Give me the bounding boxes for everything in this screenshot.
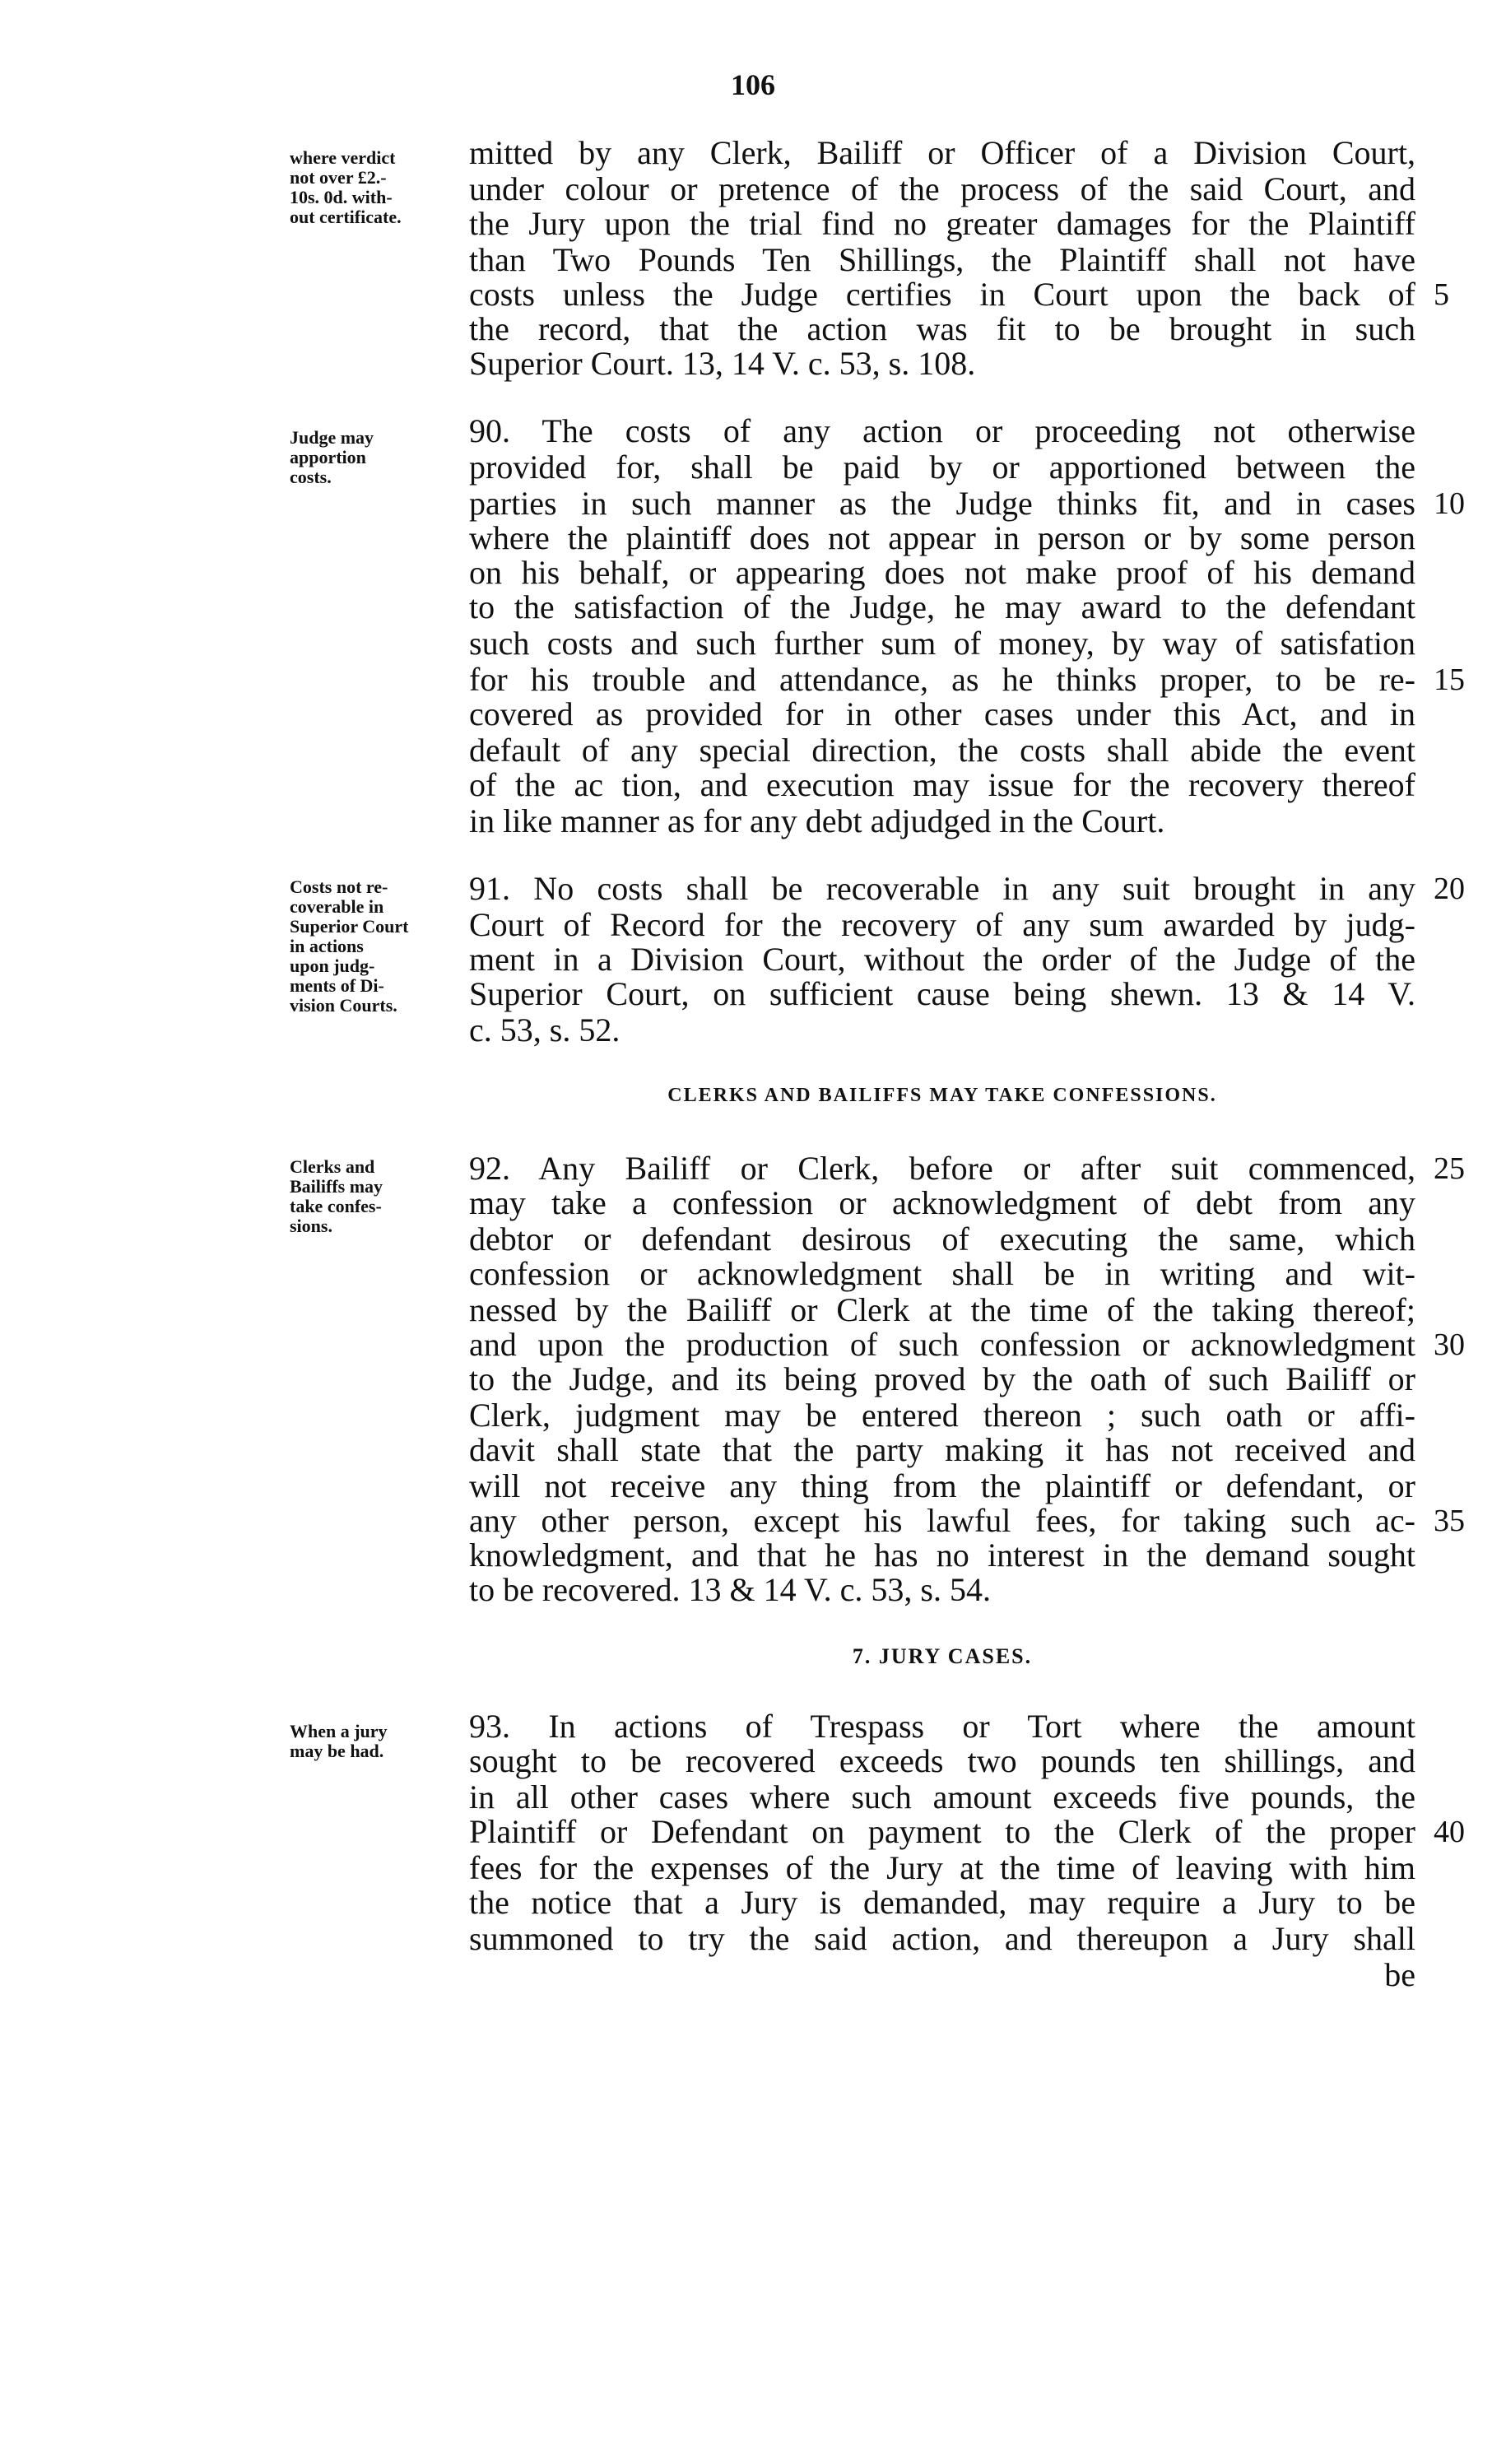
text-line: to the Judge, and its being proved by the oath of such Bailiff or xyxy=(469,1360,1415,1397)
text-line: where the plaintiff does not appear in person or by some person xyxy=(469,519,1415,556)
line-number: 30 xyxy=(1434,1327,1465,1362)
text-line: debtor or defendant desirous of executing the same, which xyxy=(469,1220,1415,1258)
section-heading-jury-cases: 7. JURY CASES. xyxy=(852,1644,1033,1668)
text-line: fees for the expenses of the Jury at the time of leaving with him xyxy=(469,1849,1415,1886)
text-line: any other person, except his lawful fees, for taking such ac- xyxy=(469,1502,1415,1539)
line-number: 5 xyxy=(1434,277,1449,312)
text-line: of the ac tion, and execution may issue for the recovery thereof xyxy=(469,766,1415,803)
text-line: davit shall state that the party making it has not received and xyxy=(469,1431,1415,1468)
line-number: 15 xyxy=(1434,662,1465,697)
line-number: 10 xyxy=(1434,486,1465,521)
text-line: sought to be recovered exceeds two pounds ten shillings, and xyxy=(469,1742,1415,1779)
text-line: than Two Pounds Ten Shillings, the Plaintiff shall not have xyxy=(469,241,1415,278)
line-number: 25 xyxy=(1434,1151,1465,1186)
text-line: Superior Court, on sufficient cause being shewn. 13 & 14 V. xyxy=(469,975,1415,1012)
text-line: 91. No costs shall be recoverable in any suit brought in any xyxy=(469,870,1415,907)
text-line: provided for, shall be paid by or apportioned between the xyxy=(469,449,1415,486)
margin-note-apportion-costs: Judge may apportion costs. xyxy=(290,427,374,487)
text-line: 93. In actions of Trespass or Tort where the amount xyxy=(469,1708,1415,1745)
text-line: 92. Any Bailiff or Clerk, before or after suit commenced, xyxy=(469,1150,1415,1187)
text-line: Clerk, judgment may be entered thereon ; such oath or affi- xyxy=(469,1397,1415,1434)
catchword: be xyxy=(1384,1956,1415,1993)
text-line: Plaintiff or Defendant on payment to the Clerk of the proper xyxy=(469,1813,1415,1850)
text-line: the record, that the action was fit to be brought in such xyxy=(469,310,1415,347)
text-line: default of any special direction, the costs shall abide the event xyxy=(469,732,1415,769)
text-line: and upon the production of such confession or acknowledgment xyxy=(469,1326,1415,1363)
text-line: 90. The costs of any action or proceeding not otherwise xyxy=(469,412,1415,449)
line-number: 20 xyxy=(1434,872,1465,906)
text-line: will not receive any thing from the plaintiff or defendant, or xyxy=(469,1467,1415,1504)
text-line: nessed by the Bailiff or Clerk at the time of the taking thereof; xyxy=(469,1291,1415,1328)
text-line: mitted by any Clerk, Bailiff or Officer of a Division Court, xyxy=(469,134,1415,171)
text-line: parties in such manner as the Judge thinks fit, and in cases xyxy=(469,485,1415,522)
margin-note-verdict: where verdict not over £2.- 10s. 0d. with- out certificate. xyxy=(290,147,402,227)
text-line: on his behalf, or appearing does not make proof of his demand xyxy=(469,554,1415,591)
line-number: 40 xyxy=(1434,1815,1465,1849)
margin-note-jury: When a jury may be had. xyxy=(290,1721,388,1761)
line-number: 35 xyxy=(1434,1504,1465,1538)
text-line: ment in a Division Court, without the order of the Judge of the xyxy=(469,941,1415,978)
margin-note-costs-not-recoverable: Costs not re- coverable in Superior Court in actions upon judg- ments of Di- vision Courts. xyxy=(290,876,409,1016)
text-line: the notice that a Jury is demanded, may require a Jury to be xyxy=(469,1884,1415,1921)
text-line: in like manner as for any debt adjudged in the Court. xyxy=(469,802,1165,839)
text-line: c. 53, s. 52. xyxy=(469,1011,621,1048)
text-line: in all other cases where such amount exceeds five pounds, the xyxy=(469,1778,1415,1815)
text-line: summoned to try the said action, and thereupon a Jury shall xyxy=(469,1920,1415,1957)
page-number: 106 xyxy=(731,68,775,101)
text-line: the Jury upon the trial find no greater damages for the Plaintiff xyxy=(469,205,1415,242)
text-line: to be recovered. 13 & 14 V. c. 53, s. 54. xyxy=(469,1571,991,1608)
text-line: Court of Record for the recovery of any sum awarded by judg- xyxy=(469,906,1415,943)
text-line: for his trouble and attendance, as he thinks proper, to be re- xyxy=(469,661,1415,698)
text-line: costs unless the Judge certifies in Court upon the back of xyxy=(469,276,1415,313)
text-line: under colour or pretence of the process of the said Court, and xyxy=(469,170,1415,207)
text-line: Superior Court. 13, 14 V. c. 53, s. 108. xyxy=(469,345,976,382)
section-heading-confessions: CLERKS AND BAILIFFS MAY TAKE CONFESSIONS. xyxy=(667,1085,1217,1106)
text-line: may take a confession or acknowledgment of debt from any xyxy=(469,1184,1415,1221)
text-line: such costs and such further sum of money, by way of satisfation xyxy=(469,625,1415,662)
text-line: knowledgment, and that he has no interest in the demand sought xyxy=(469,1537,1415,1574)
text-line: covered as provided for in other cases under this Act, and in xyxy=(469,695,1415,732)
text-line: confession or acknowledgment shall be in writing and wit- xyxy=(469,1255,1415,1292)
margin-note-confessions: Clerks and Bailiffs may take confes- sions. xyxy=(290,1156,383,1236)
text-line: to the satisfaction of the Judge, he may award to the defendant xyxy=(469,588,1415,625)
